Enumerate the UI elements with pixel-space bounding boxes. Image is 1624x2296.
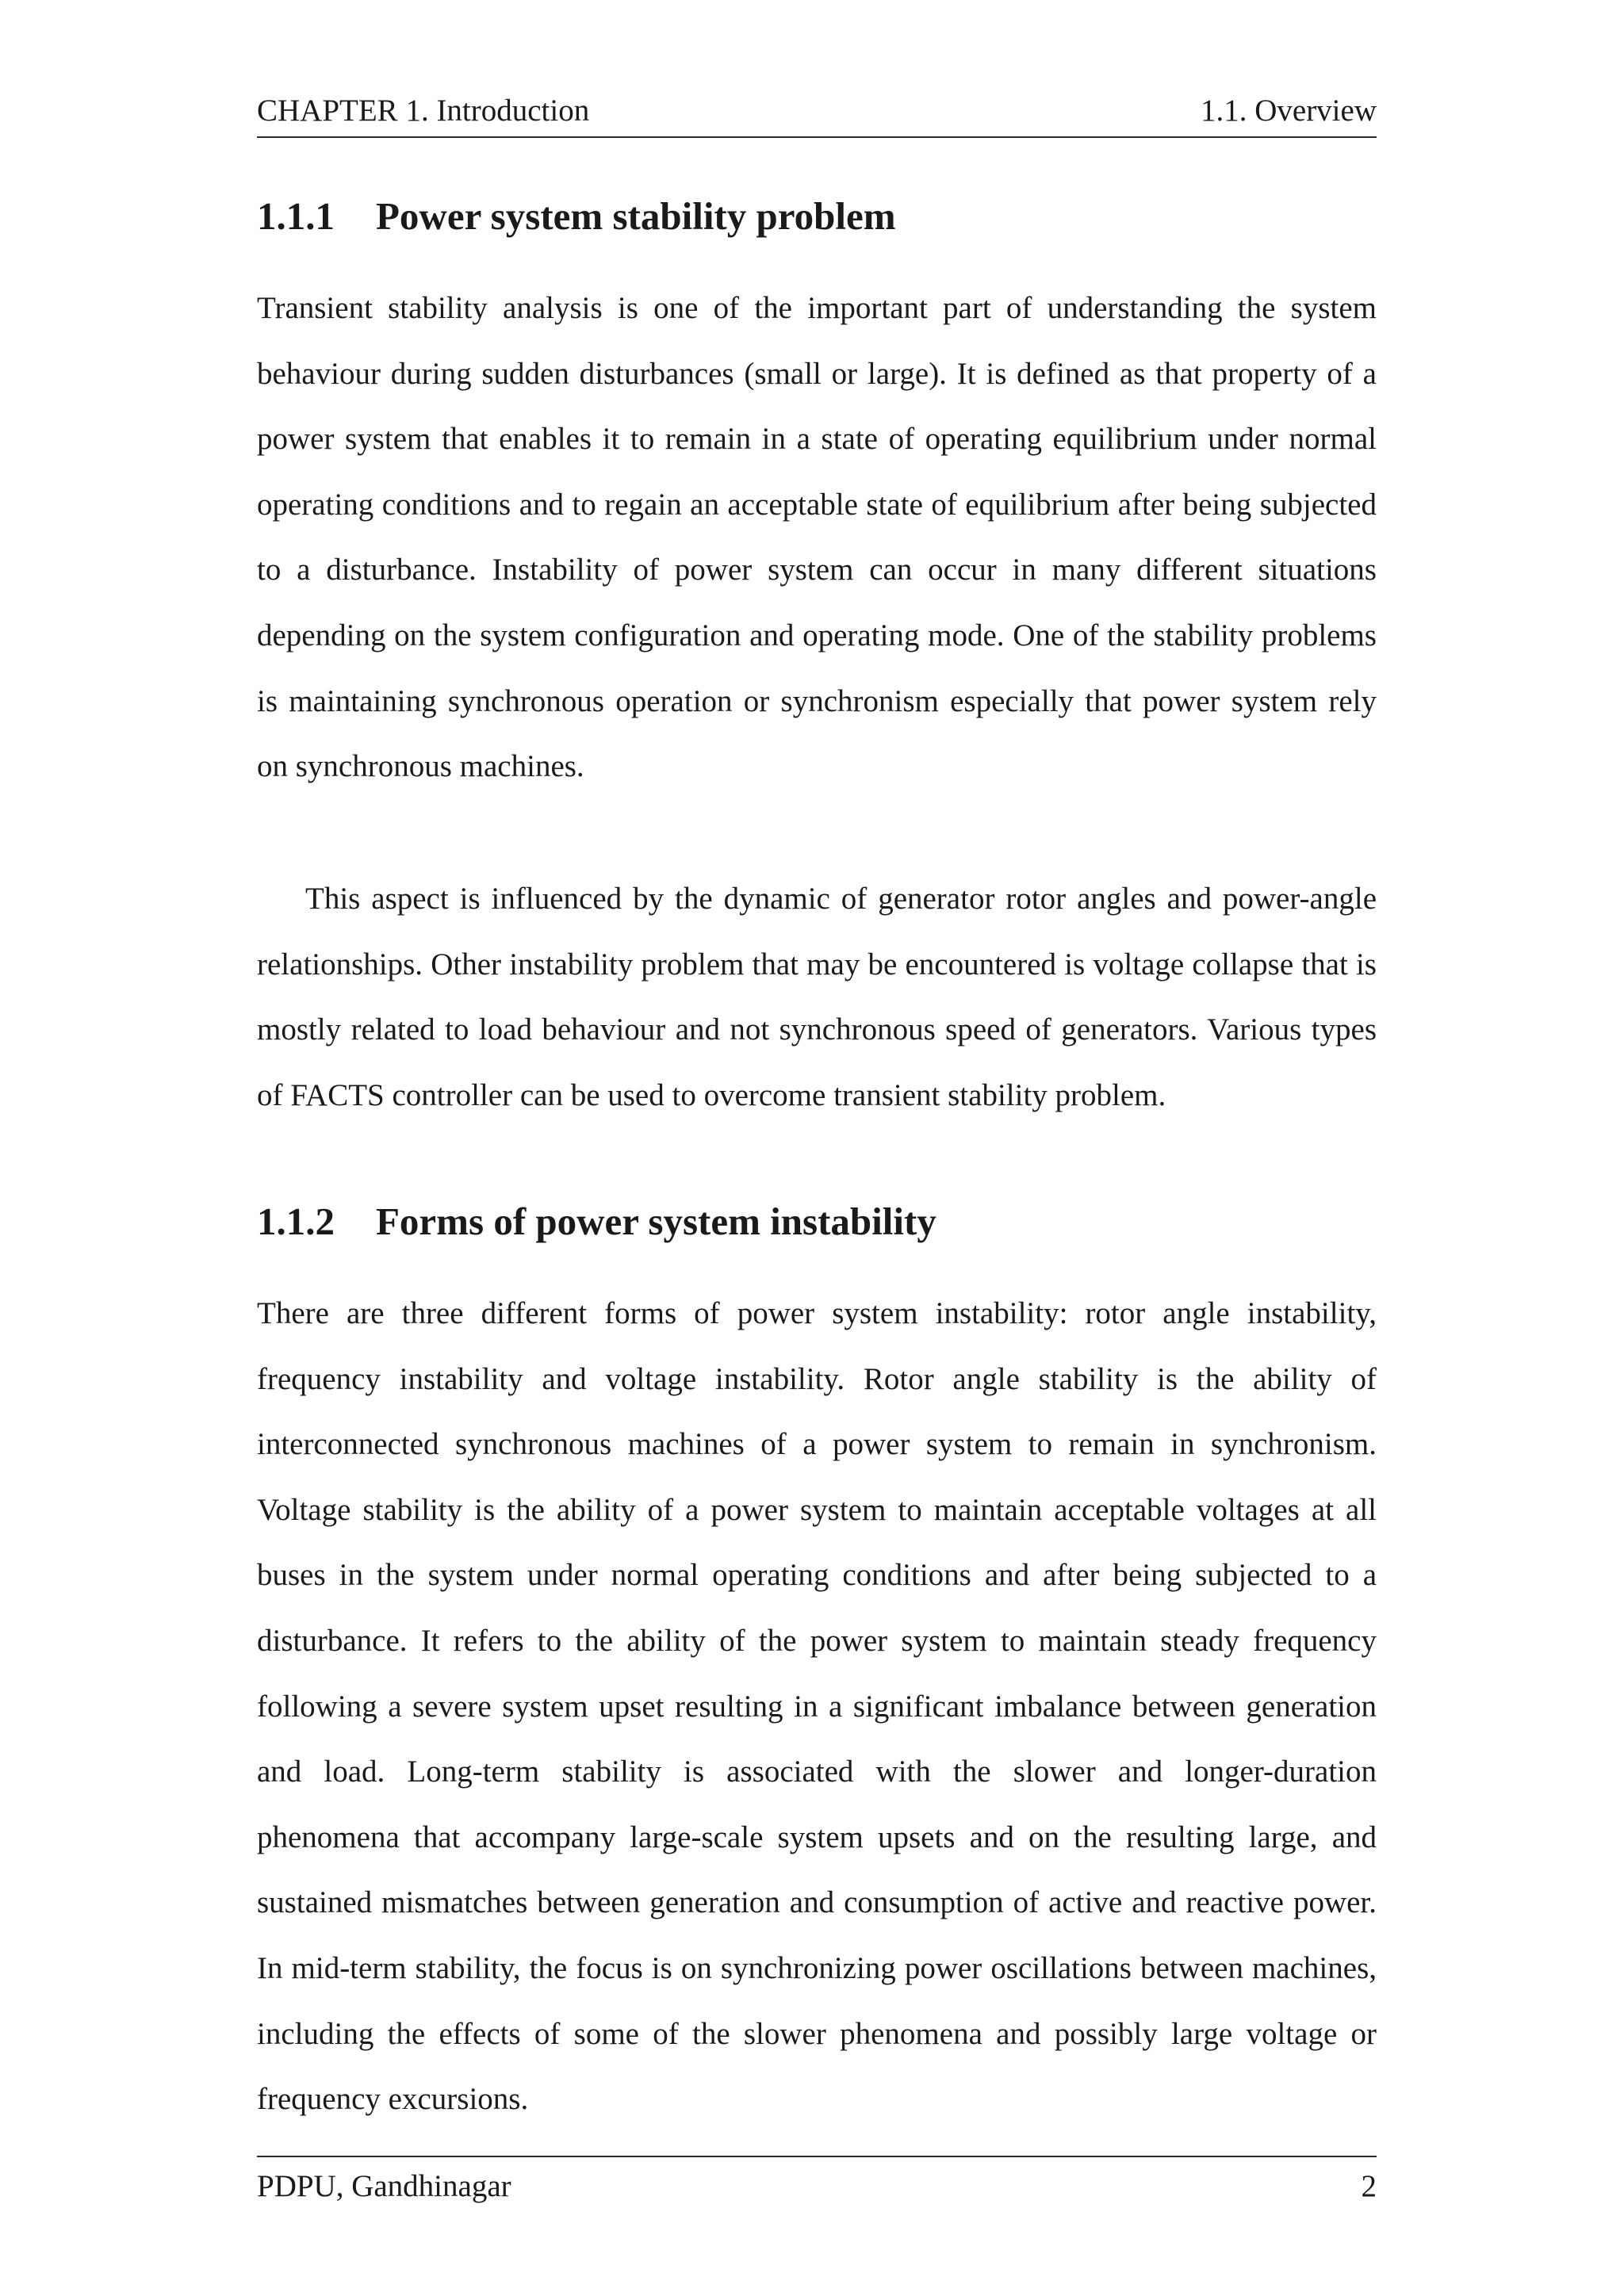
header-chapter: CHAPTER 1. Introduction xyxy=(257,94,590,128)
header-rule xyxy=(257,136,1377,138)
footer-institution: PDPU, Gandhinagar xyxy=(257,2169,511,2203)
section-heading xyxy=(257,193,896,240)
header-section: 1.1. Overview xyxy=(1200,94,1377,128)
footer-rule xyxy=(257,2156,1377,2157)
section-number: 1.1.2 xyxy=(257,1200,335,1243)
running-footer xyxy=(257,2164,1377,2209)
section-number: 1.1.1 xyxy=(257,194,335,238)
running-header xyxy=(257,89,1377,133)
document-page xyxy=(257,0,1377,2296)
paragraph: Transient stability analysis is one of the important part of understanding the system behaviour during sudden disturbances (small or large). It is defined as that property of a power system that enables it to remain in a state of operating equilibrium under normal operating conditions and to regain an acceptable state of equilibrium after being subjected to a disturbance. Instability of power system can occur in many different situations depending on the system configuration and operating mode. One of the stability problems is maintaining synchronous operation or synchronism especially that power system rely on synchronous machines. xyxy=(257,291,1377,784)
section-title: Forms of power system instability xyxy=(376,1200,936,1243)
section-title: Power system stability problem xyxy=(376,194,896,238)
paragraph: There are three different forms of power system instability: rotor angle instability, frequency instability and voltage instability. Rotor angle stability is the ability of interconnected synchronous machines of a power system to remain in synchronism. Voltage stability is the ability of a power system to maintain acceptable voltages at all buses in the system under normal operating conditions and after being subjected to a disturbance. It refers to the ability of the power system to maintain steady frequency following a severe system upset resulting in a significant imbalance between generation and load. Long-term stability is associated with the slower and longer-duration phenomena that accompany large-scale system upsets and on the resulting large, and sustained mismatches between generation and consumption of active and reactive power. In mid-term stability, the focus is on synchronizing power oscillations between machines, including the effects of some of the slower phenomena and possibly large voltage or frequency excursions. xyxy=(257,1296,1377,2117)
paragraph: This aspect is influenced by the dynamic of generator rotor angles and power-angle relationships. Other instability problem that may be encountered is voltage collapse that is mostly related to load behaviour and not synchronous speed of generators. Various types of FACTS controller can be used to overcome transient stability problem. xyxy=(257,882,1377,1112)
section-heading xyxy=(257,1198,936,1246)
page-number: 2 xyxy=(1361,2169,1377,2203)
